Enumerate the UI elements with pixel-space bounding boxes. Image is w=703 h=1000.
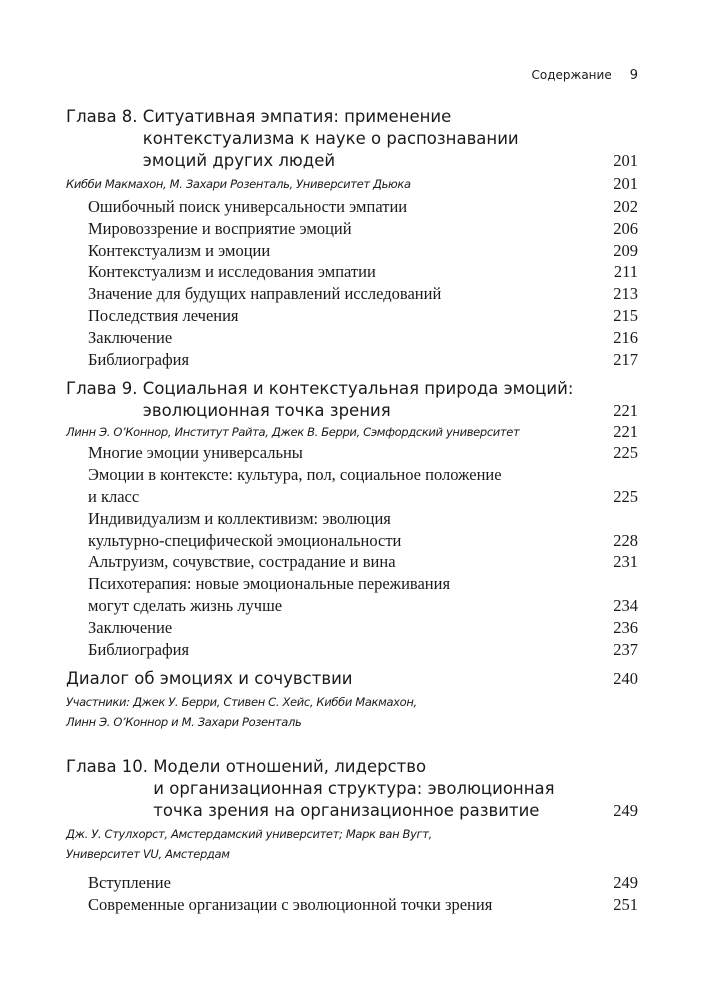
chapter-10 bbox=[66, 756, 638, 916]
dialog-authors bbox=[66, 692, 638, 732]
chapter-9-authors-text: Линн Э. О’Коннор, Институт Райта, Джек В. Берри, Сэмфордский университет bbox=[66, 425, 520, 440]
chapter-8-title-line: контекстуализма к науке о распознавании bbox=[142, 129, 519, 148]
dialog-authors-line: Участники: Джек У. Берри, Стивен С. Хейс, Кибби Макмахон, bbox=[66, 695, 417, 710]
chapter-10-title-line: точка зрения на организационное развитие bbox=[153, 801, 540, 821]
chapter-8-title-line: эмоций других людей bbox=[142, 151, 336, 170]
page-number: 9 bbox=[629, 68, 638, 83]
toc-entry-title: Библиография bbox=[88, 639, 190, 659]
chapter-9-authors-page: 221 bbox=[613, 422, 638, 442]
toc-entry-page: 251 bbox=[613, 895, 638, 915]
chapter-8-entries bbox=[88, 196, 638, 370]
toc-entry-page: 216 bbox=[613, 327, 638, 347]
chapter-9-label: Глава 9. bbox=[66, 379, 143, 399]
toc-entry-title-cont: культурно-специфической эмоциональности bbox=[88, 530, 402, 550]
toc-entry[interactable] bbox=[88, 349, 638, 371]
toc-entry-title: Психотерапия: новые эмоциональные переживания bbox=[88, 574, 451, 594]
toc-entry[interactable] bbox=[88, 464, 638, 508]
toc-entry[interactable] bbox=[88, 617, 638, 639]
toc-entry-title: Мировоззрение и восприятие эмоций bbox=[88, 218, 352, 238]
toc-entry-page: 213 bbox=[613, 284, 638, 304]
running-header bbox=[0, 68, 638, 83]
toc-entry[interactable] bbox=[88, 894, 638, 916]
toc-entry-title: Современные организации с эволюционной точки зрения bbox=[88, 895, 493, 915]
chapter-9 bbox=[66, 378, 638, 660]
toc-entry-title: Значение для будущих направлений исследований bbox=[88, 284, 442, 304]
toc-entry[interactable] bbox=[88, 327, 638, 349]
toc-entry-title: Многие эмоции универсальны bbox=[88, 443, 303, 463]
chapter-8-title-line: Ситуативная эмпатия: применение bbox=[142, 107, 452, 126]
toc-entry-page: 211 bbox=[613, 262, 638, 282]
chapter-8-authors-page: 201 bbox=[613, 174, 638, 193]
toc-entry[interactable] bbox=[88, 551, 638, 573]
toc-entry-page: 209 bbox=[613, 240, 638, 260]
toc-entry-title: Альтруизм, сочувствие, сострадание и вина bbox=[88, 552, 396, 572]
chapter-10-authors-line: Дж. У. Стулхорст, Амстердамский университет; Марк ван Вугт, bbox=[66, 827, 432, 842]
chapter-8 bbox=[66, 106, 638, 370]
toc-entry[interactable] bbox=[88, 283, 638, 305]
chapter-9-authors bbox=[66, 422, 638, 442]
chapter-9-page: 221 bbox=[613, 401, 638, 421]
dialog-authors-line: Линн Э. О’Коннор и М. Захари Розенталь bbox=[66, 715, 302, 730]
toc-entry-page: 234 bbox=[613, 595, 638, 615]
toc-entry[interactable] bbox=[88, 508, 638, 552]
table-of-contents bbox=[66, 106, 638, 924]
chapter-10-page: 249 bbox=[613, 801, 638, 821]
toc-entry-page: 236 bbox=[613, 617, 638, 637]
toc-entry[interactable] bbox=[88, 196, 638, 218]
toc-entry-title: Последствия лечения bbox=[88, 305, 239, 325]
toc-entry-title: Ошибочный поиск универсальности эмпатии bbox=[88, 197, 408, 216]
chapter-10-title[interactable] bbox=[66, 756, 638, 822]
chapter-9-title[interactable] bbox=[66, 378, 638, 422]
chapter-10-entries bbox=[88, 872, 638, 916]
toc-entry-title: Библиография bbox=[88, 349, 190, 369]
chapter-9-title-line: Социальная и контекстуальная природа эмоций: bbox=[142, 379, 574, 399]
toc-entry[interactable] bbox=[88, 261, 638, 283]
toc-entry-title: Индивидуализм и коллективизм: эволюция bbox=[88, 508, 391, 528]
toc-entry-title-cont: могут сделать жизнь лучше bbox=[88, 595, 283, 615]
chapter-10-title-line: и организационная структура: эволюционная bbox=[153, 779, 555, 799]
chapter-9-entries bbox=[88, 442, 638, 660]
toc-entry-title: Контекстуализм и исследования эмпатии bbox=[88, 262, 376, 282]
toc-entry-title-cont: и класс bbox=[88, 486, 140, 506]
toc-entry-page: 225 bbox=[613, 486, 638, 506]
toc-entry-page: 237 bbox=[613, 639, 638, 659]
chapter-10-authors bbox=[66, 824, 638, 864]
running-header-title: Содержание bbox=[531, 68, 612, 82]
toc-entry-title: Заключение bbox=[88, 617, 173, 637]
chapter-9-title-line: эволюционная точка зрения bbox=[142, 401, 391, 421]
toc-entry[interactable] bbox=[88, 305, 638, 327]
toc-entry-title: Контекстуализм и эмоции bbox=[88, 240, 271, 260]
chapter-8-title[interactable] bbox=[66, 106, 638, 172]
toc-entry-page: 228 bbox=[613, 530, 638, 550]
toc-entry-page: 206 bbox=[613, 218, 638, 238]
toc-entry-title: Эмоции в контексте: культура, пол, социальное положение bbox=[88, 465, 502, 485]
toc-entry[interactable] bbox=[88, 872, 638, 894]
toc-entry[interactable] bbox=[88, 240, 638, 262]
toc-entry-page: 249 bbox=[613, 873, 638, 893]
chapter-10-title-line: Модели отношений, лидерство bbox=[153, 757, 427, 777]
chapter-8-page: 201 bbox=[613, 151, 638, 170]
dialog-section bbox=[66, 668, 638, 732]
toc-entry[interactable] bbox=[88, 573, 638, 617]
toc-entry-page: 202 bbox=[613, 197, 638, 216]
toc-entry[interactable] bbox=[88, 639, 638, 661]
dialog-title-text: Диалог об эмоциях и сочувствии bbox=[66, 669, 353, 689]
chapter-10-authors-line: Университет VU, Амстердам bbox=[66, 847, 230, 862]
chapter-8-authors-text: Кибби Макмахон, М. Захари Розенталь, Университет Дьюка bbox=[66, 177, 411, 191]
toc-entry-title: Заключение bbox=[88, 327, 173, 347]
chapter-8-label: Глава 8. bbox=[66, 107, 143, 126]
chapter-10-label: Глава 10. bbox=[66, 757, 154, 777]
dialog-title[interactable] bbox=[66, 668, 638, 690]
dialog-page: 240 bbox=[613, 669, 638, 689]
toc-entry-page: 215 bbox=[613, 305, 638, 325]
toc-entry-page: 231 bbox=[613, 552, 638, 572]
toc-entry[interactable] bbox=[88, 442, 638, 464]
toc-entry-page: 225 bbox=[613, 443, 638, 463]
toc-entry-title: Вступление bbox=[88, 873, 171, 893]
toc-entry-page: 217 bbox=[613, 349, 638, 369]
chapter-8-authors bbox=[66, 174, 638, 194]
toc-entry[interactable] bbox=[88, 218, 638, 240]
